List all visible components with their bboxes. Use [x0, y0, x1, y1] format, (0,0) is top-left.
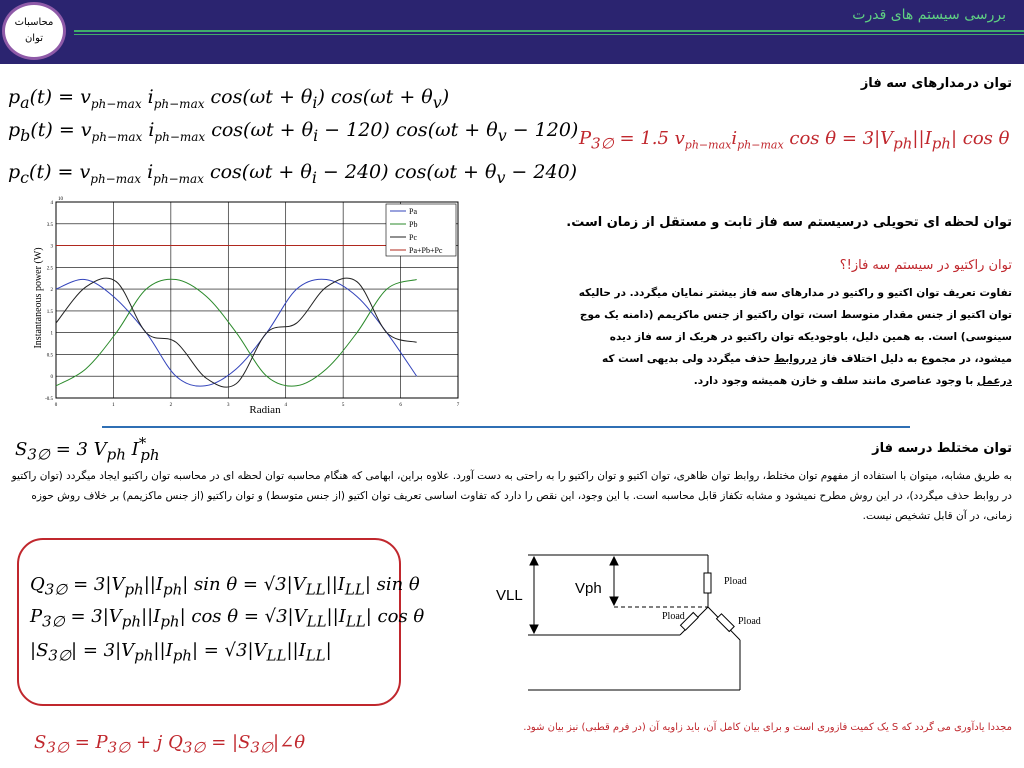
equation-s3-magnitude: $|S_{3\emptyset}| = 3|V_{ph}||I_{ph}| = √3|V_{LL}||I_{LL}|$: [30, 640, 332, 665]
equation-p3: $P_{3\emptyset} = 3|V_{ph}||I_{ph}|$ $\cos \theta = √3|V_{LL}||I_{LL}|$ cos θ: [30, 606, 425, 631]
section-heading-complex-power: توان مختلط درسه فاز: [872, 441, 1012, 456]
equation-pb: $p_b(t) = v_{ph-max}$ $i_{ph-max}$ $\cos(\omega t + \theta_i - 120)$ $\cos(\omega t + \theta_v - 120)$: [8, 119, 579, 145]
instant-power-statement: توان لحظه ای تحویلی درسیستم سه فاز ثابت و مستقل از زمان است.: [566, 215, 1012, 230]
equation-p3-total: $P_{3\emptyset} = 1.5$ $v_{ph-max}i_{ph-max}$ $\cos \theta = 3|V_{ph}||I_{ph}|$ cos θ: [579, 128, 1010, 153]
chart-ytick-label: 0: [50, 375, 53, 381]
equation-q3: $Q_{3\emptyset} = 3|V_{ph}||I_{ph}|$ $\sin \theta = √3|V_{LL}||I_{LL}|$ sin θ: [30, 574, 420, 599]
chart-xtick-label: 3: [227, 403, 230, 408]
header-divider-thin: [74, 34, 1024, 35]
chart-ytick-label: 2: [50, 288, 53, 294]
chart-legend-label: Pc: [409, 233, 417, 242]
chart-xtick-label: 7: [456, 403, 460, 408]
chart-ytick-label: 4: [50, 201, 53, 206]
chart-legend-label: Pa: [409, 207, 417, 216]
chart-xtick-label: 4: [284, 403, 287, 408]
pload-label-right: Pload: [738, 616, 761, 627]
phasor-reminder-note: مجددا یادآوری می گردد که S یک کمیت فازوری است و برای بیان کامل آن، باید زاویه آن (در فرم قطبی) نیز بیان شود.: [523, 722, 1012, 733]
complex-power-paragraph: به طریق مشابه، میتوان با استفاده از مفهوم توان مختلط، روابط توان ظاهری، توان اکتیو و توان راکتیو را به راحتی به دست آورد. علاوه براین، ابهامی که هنگام محاسبه توان لحظه ای در محاسبه توان راکتیو ایجاد میگردد (توان راکتیو در روابط حذف میگردد)، در این روش مطرح نمیشود و مشابه تکفاز قابل محاسبه است. با این وجود، این نقص را دارد که تفاوت اساسی تعریف توان اکتیو (از جنس متوسط) و توان راکتیو (از جنس ماکزیمم) بر خلاف روش حوزه زمانی، در آن قابل تشخیص نیست.: [11, 470, 1012, 522]
chart-xtick-label: 6: [399, 403, 402, 408]
logo-line-2: توان: [24, 33, 44, 44]
chart-xtick-label: 0: [54, 403, 58, 408]
logo-badge: [2, 2, 66, 60]
load-resistor-right: [717, 614, 735, 632]
reactive-text-end: با وجود عناصری مانند سلف و خازن همیشه وجود دارد.: [693, 375, 974, 387]
reactive-power-paragraph: [572, 282, 1012, 392]
load-resistor-top: [704, 573, 711, 593]
equation-pc: $p_c(t) = v_{ph-max}$ $i_{ph-max}$ $\cos(\omega t + \theta_i - 240)$ $\cos(\omega t + \theta_v - 240)$: [8, 161, 578, 187]
chart-ytick-label: -0.5: [45, 397, 53, 402]
vph-label: Vph: [575, 580, 602, 597]
voltage-arrows: [530, 557, 618, 633]
reactive-text-underlined-1: درروابط: [774, 353, 817, 365]
logo-line-1: محاسبات: [14, 17, 54, 28]
reactive-text-main: تفاوت تعریف توان اکتیو و راکتیو در مدارهای سه فاز بیشتر نمایان میگردد. در حالیکه توان اکتیو از جنس مقدار متوسط است، توان راکتیو از جنس ماکزیمم (دامنه یک موج سینوسی) است. به همین دلیل، باوجودیکه توان راکتیو در هریک از سه فاز دیده میشود، در مجموع به دلیل اختلاف فاز: [578, 287, 1012, 365]
chart-ytick-label: 3: [50, 244, 53, 250]
chart-xtick-label: 5: [341, 403, 345, 408]
pload-label-top: Pload: [724, 576, 747, 587]
equation-s3-complex: $S_{3\emptyset} = 3$ $V_{ph}$ $I^*_{ph}$: [15, 434, 160, 464]
chart-ytick-label: 1: [50, 331, 53, 337]
chart-ytick-label: 2.5: [46, 266, 53, 272]
chart-exponent-label: 10: [58, 197, 63, 202]
chart-ytick-label: 0.5: [46, 353, 53, 359]
reactive-power-question: توان راکتیو در سیستم سه فاز!؟: [839, 258, 1012, 273]
reactive-text-underlined-2: درعمل: [976, 375, 1012, 387]
instantaneous-power-chart: [30, 196, 462, 418]
vll-label: VLL: [496, 587, 523, 604]
chart-legend-label: Pb: [409, 220, 418, 229]
section-separator: [102, 426, 910, 428]
chart-xtick-label: 2: [169, 403, 173, 408]
pload-label-left: Pload: [662, 611, 685, 622]
header-divider: [74, 30, 1024, 32]
reactive-text-mid: حذف میگردد ولی بدیهی است که: [602, 353, 771, 365]
chart-legend-label: Pa+Pb+Pc: [409, 246, 443, 255]
chart-xtick-label: 1: [112, 403, 115, 408]
chart-ylabel: Instantaneous power (W): [33, 247, 44, 349]
chart-ytick-label: 3.5: [46, 222, 53, 228]
equation-s3-rectangular: $S_{3\emptyset} = P_{3\emptyset} + j$ $Q_{3\emptyset}$ = $|S_{3\emptyset}|\angle\theta$: [34, 732, 306, 757]
chart-legend: [386, 204, 456, 256]
chart-ytick-label: 1.5: [46, 309, 53, 315]
header-title: بررسی سیستم های قدرت: [852, 7, 1006, 23]
wye-load-circuit: [490, 545, 790, 695]
equation-pa: $p_a(t) = v_{ph-max}$ $i_{ph-max}$ $\cos(\omega t + \theta_i)$ $\cos(\omega t + \theta_v)$: [8, 86, 450, 112]
section-heading-three-phase-power: توان درمدارهای سه فاز: [860, 76, 1012, 91]
chart-xlabel: Radian: [249, 404, 281, 416]
